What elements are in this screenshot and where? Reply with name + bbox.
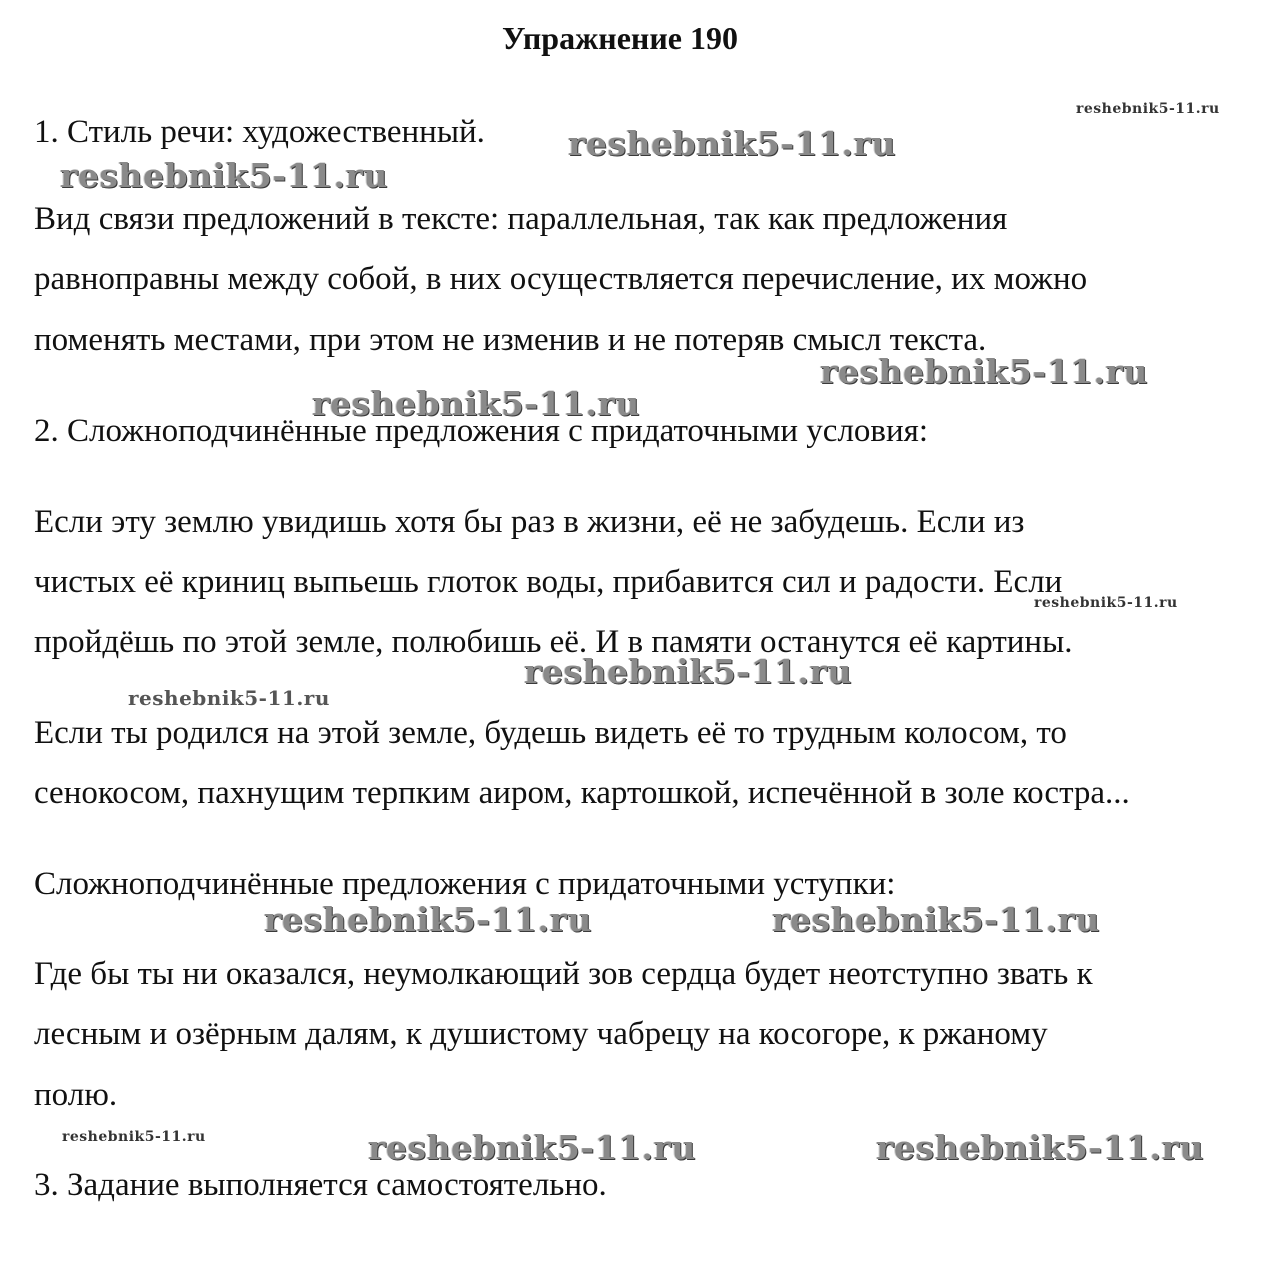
watermark: reshebnik5-11.ru xyxy=(772,900,1100,939)
paragraph-line: Вид связи предложений в тексте: параллельная, так как предложения xyxy=(34,201,1008,237)
paragraph-line-style: 1. Стиль речи: художественный. xyxy=(34,114,485,150)
watermark: reshebnik5-11.ru xyxy=(1076,101,1220,117)
paragraph-line: Если ты родился на этой земле, будешь видеть её то трудным колосом, то xyxy=(34,715,1067,751)
watermark: reshebnik5-11.ru xyxy=(312,384,640,423)
watermark: reshebnik5-11.ru xyxy=(128,686,330,710)
paragraph-line: Если эту землю увидишь хотя бы раз в жизни, её не забудешь. Если из xyxy=(34,504,1025,540)
paragraph-line: поменять местами, при этом не изменив и не потеряв смысл текста. xyxy=(34,322,987,358)
watermark: reshebnik5-11.ru xyxy=(876,1128,1204,1167)
watermark: reshebnik5-11.ru xyxy=(568,124,896,163)
paragraph-line: лесным и озёрным далям, к душистому чабрецу на косогоре, к ржаному xyxy=(34,1016,1048,1052)
watermark: reshebnik5-11.ru xyxy=(264,900,592,939)
watermark: reshebnik5-11.ru xyxy=(820,352,1148,391)
page-title: Упражнение 190 xyxy=(501,20,738,56)
paragraph-line: полю. xyxy=(34,1077,118,1113)
watermark: reshebnik5-11.ru xyxy=(1034,595,1178,611)
watermark: reshebnik5-11.ru xyxy=(60,156,388,195)
watermark: reshebnik5-11.ru xyxy=(524,652,852,691)
section-heading-condition: 2. Сложноподчинённые предложения с придаточными условия: xyxy=(34,413,928,449)
paragraph-line: сенокосом, пахнущим терпким аиром, картошкой, испечённой в золе костра... xyxy=(34,775,1130,811)
paragraph-line: равноправны между собой, в них осуществляется перечисление, их можно xyxy=(34,261,1088,297)
section-heading-concession: Сложноподчинённые предложения с придаточными уступки: xyxy=(34,866,896,902)
watermark: reshebnik5-11.ru xyxy=(368,1128,696,1167)
paragraph-line: чистых её криниц выпьешь глоток воды, прибавится сил и радости. Если xyxy=(34,564,1063,600)
watermark: reshebnik5-11.ru xyxy=(62,1129,206,1145)
paragraph-line: Где бы ты ни оказался, неумолкающий зов сердца будет неотступно звать к xyxy=(34,956,1093,992)
paragraph-line-task3: 3. Задание выполняется самостоятельно. xyxy=(34,1167,607,1203)
paragraph-line: пройдёшь по этой земле, полюбишь её. И в памяти останутся её картины. xyxy=(34,624,1073,660)
